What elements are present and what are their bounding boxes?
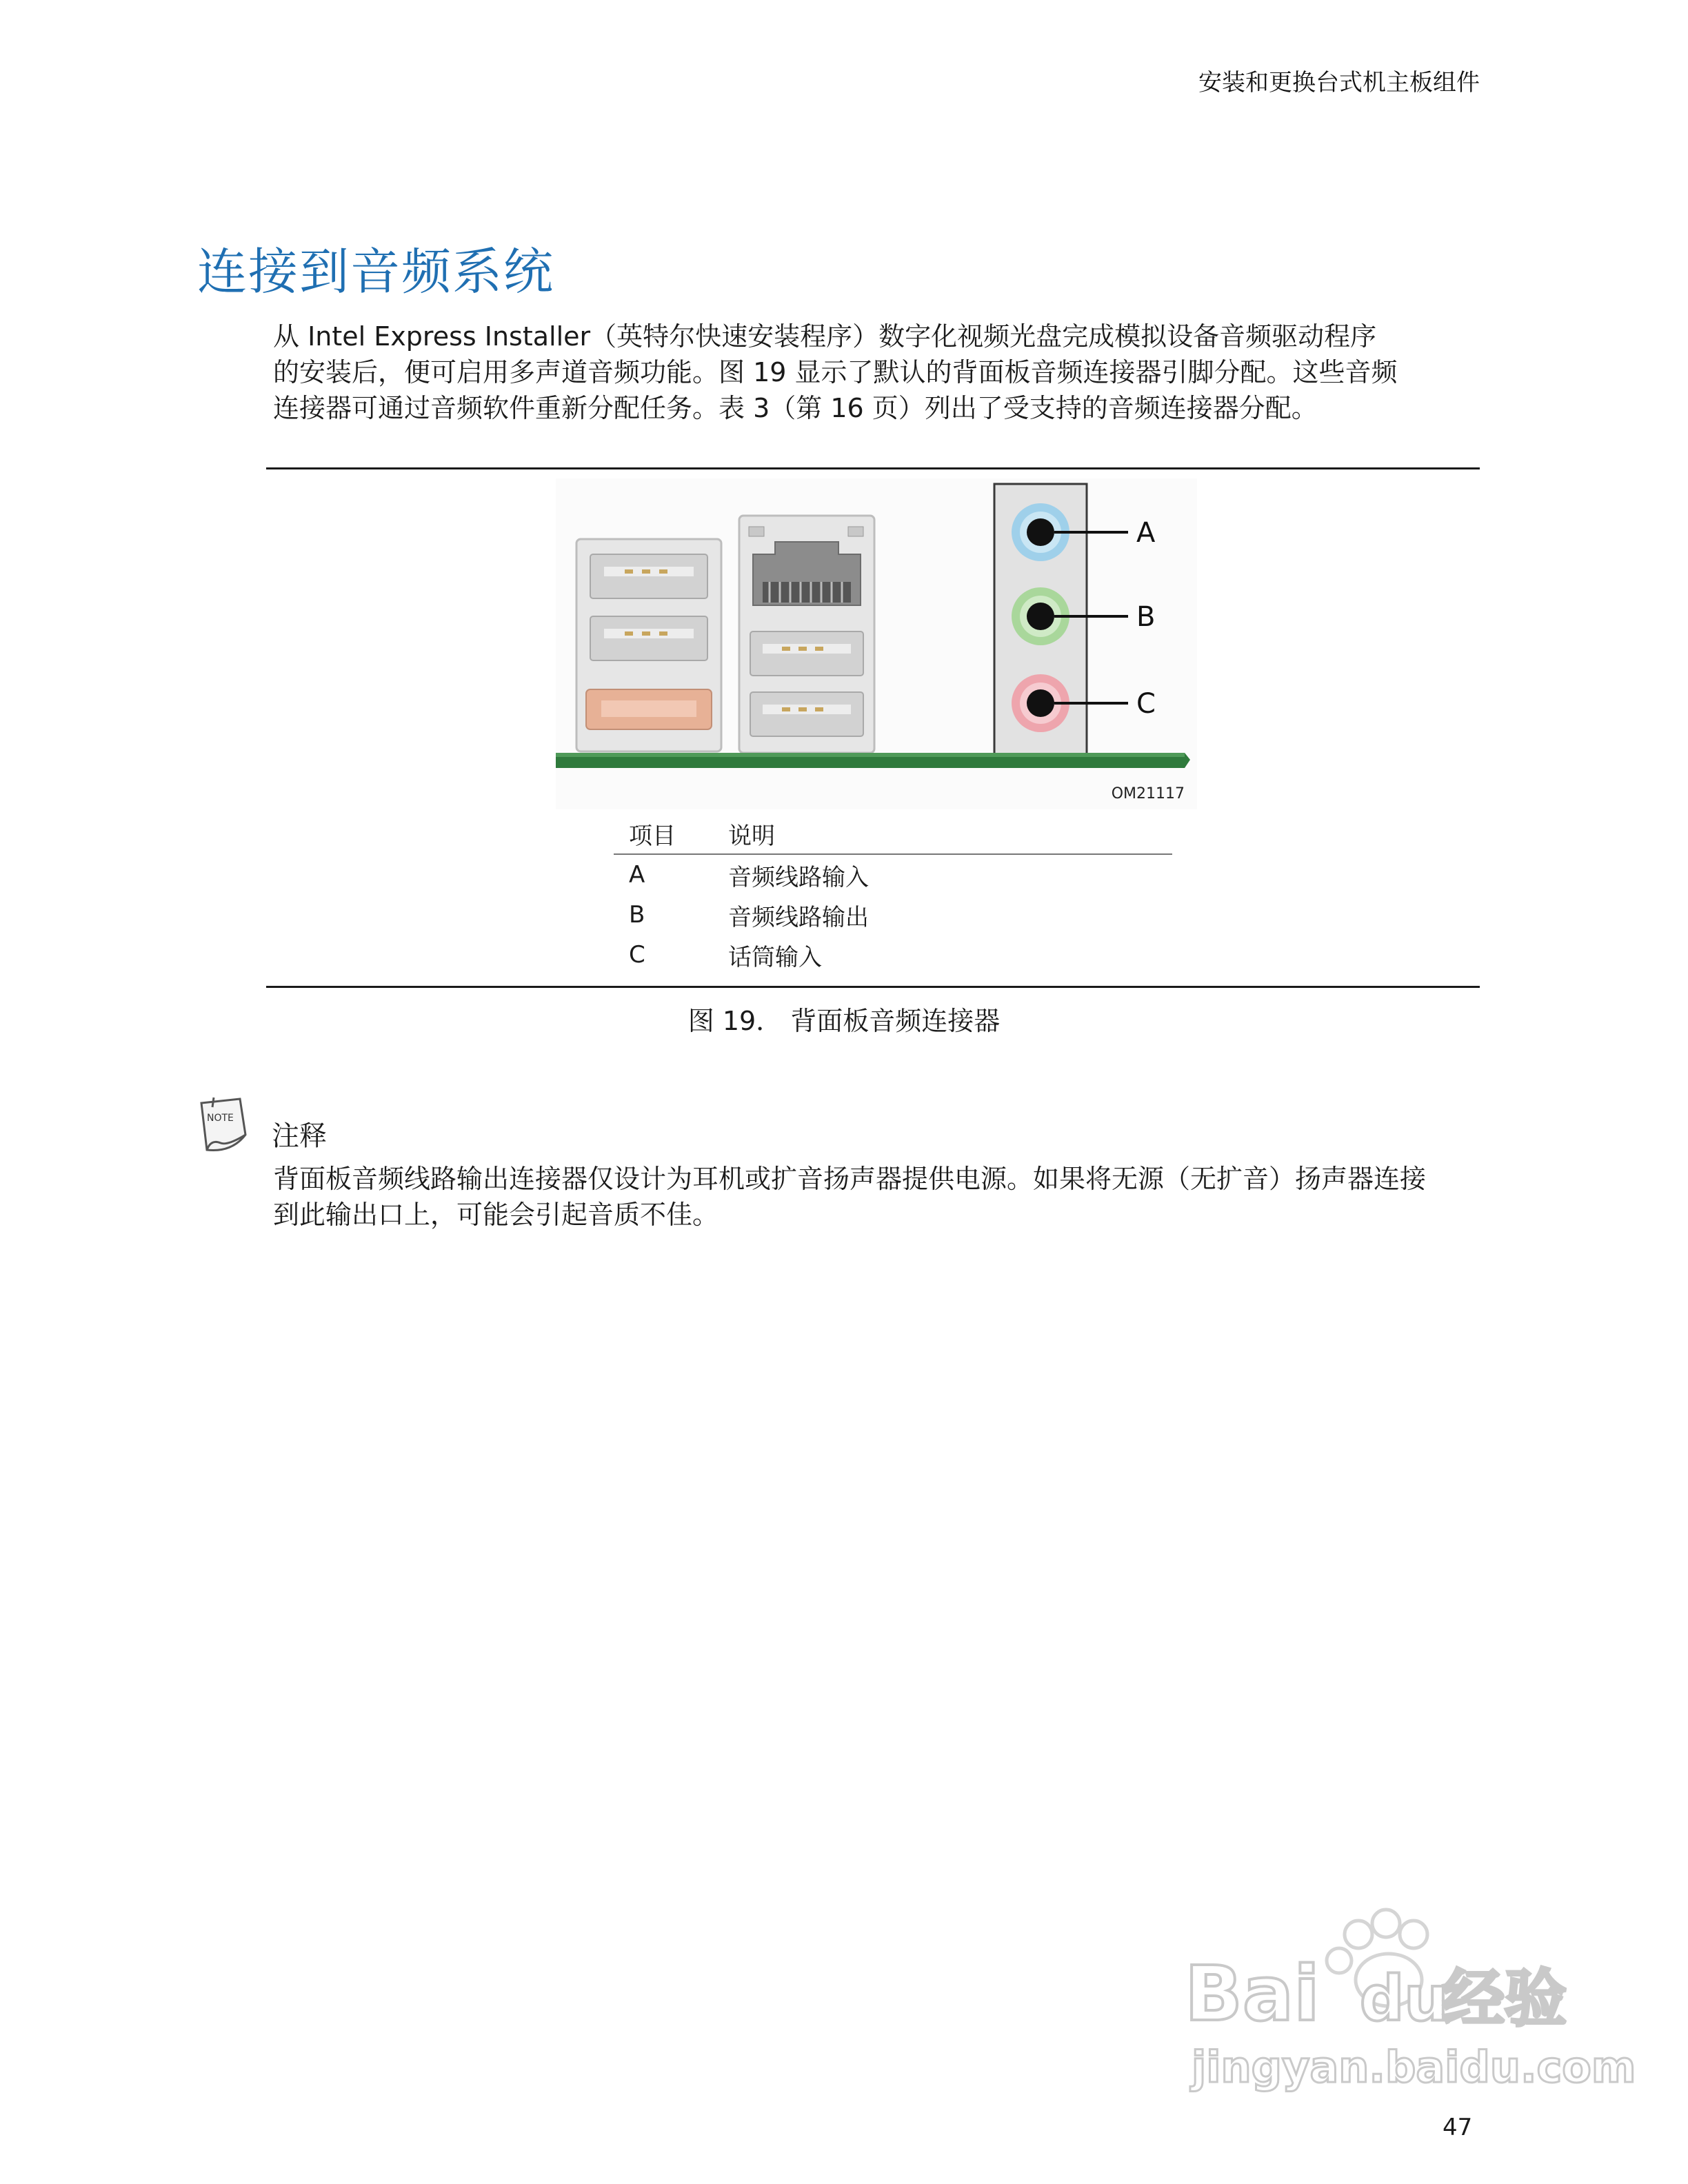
- callout-b: B: [1136, 601, 1156, 633]
- watermark-brand-du: du: [1360, 1963, 1449, 2035]
- row-item: C: [629, 941, 645, 969]
- table-row: [614, 855, 1172, 895]
- callout-c: C: [1136, 688, 1156, 720]
- figure-bottom-rule: [266, 986, 1480, 988]
- intro-line: 的安装后，便可启用多声道音频功能。图 19 显示了默认的背面板音频连接器引脚分配。这些音频: [273, 357, 1398, 387]
- table-row: [614, 935, 1172, 975]
- page-number: 47: [1443, 2114, 1473, 2141]
- row-item: A: [629, 861, 645, 889]
- note-line: 到此输出口上，可能会引起音质不佳。: [273, 1200, 719, 1230]
- intro-line: 从 Intel Express Installer（英特尔快速安装程序）数字化视频光盘完成模拟设备音频驱动程序: [273, 321, 1377, 352]
- table-header-row: [614, 813, 1172, 855]
- header-desc: 说明: [728, 822, 775, 850]
- intro-line: 连接器可通过音频软件重新分配任务。表 3（第 16 页）列出了受支持的音频连接器分配。: [273, 393, 1318, 423]
- header-item: 项目: [629, 822, 676, 850]
- watermark-cn: 经验: [1443, 1963, 1567, 2035]
- row-desc: 音频线路输入: [728, 863, 869, 891]
- motherboard-edge: [556, 753, 1190, 768]
- row-desc: 话筒输入: [728, 943, 822, 971]
- row-desc: 音频线路输出: [728, 903, 869, 931]
- caption-text: 背面板音频连接器: [790, 1006, 1001, 1036]
- figure-caption: [0, 1000, 1688, 1038]
- note-body: [273, 1161, 1487, 1233]
- note-icon: [197, 1093, 252, 1158]
- section-title: 连接到音频系统: [197, 243, 555, 301]
- callout-a: A: [1136, 517, 1156, 549]
- rear-panel-illustration: [556, 478, 1197, 809]
- figure-code: OM21117: [1111, 785, 1185, 802]
- note-line: 背面板音频线路输出连接器仅设计为耳机或扩音扬声器提供电源。如果将无源（无扩音）扬声器连接: [273, 1164, 1427, 1194]
- watermark-brand: Bai: [1185, 1950, 1320, 2038]
- row-item: B: [629, 901, 645, 929]
- figure-top-rule: [266, 467, 1480, 469]
- running-header: 安装和更换台式机主板组件: [1198, 69, 1480, 97]
- table-row: [614, 895, 1172, 935]
- lan-usb-stack: [739, 516, 874, 753]
- note-icon-text: NOTE: [207, 1113, 234, 1124]
- intro-paragraph: [273, 318, 1487, 426]
- baidu-watermark: [1179, 1903, 1636, 2112]
- caption-number: 图 19．: [687, 1006, 783, 1036]
- note-title: 注释: [272, 1120, 327, 1152]
- watermark-url: jingyan.baidu.com: [1192, 2042, 1636, 2092]
- usb-stack-left: [576, 539, 721, 751]
- figure-legend-table: [614, 813, 1172, 975]
- rear-panel-figure: [556, 478, 1197, 809]
